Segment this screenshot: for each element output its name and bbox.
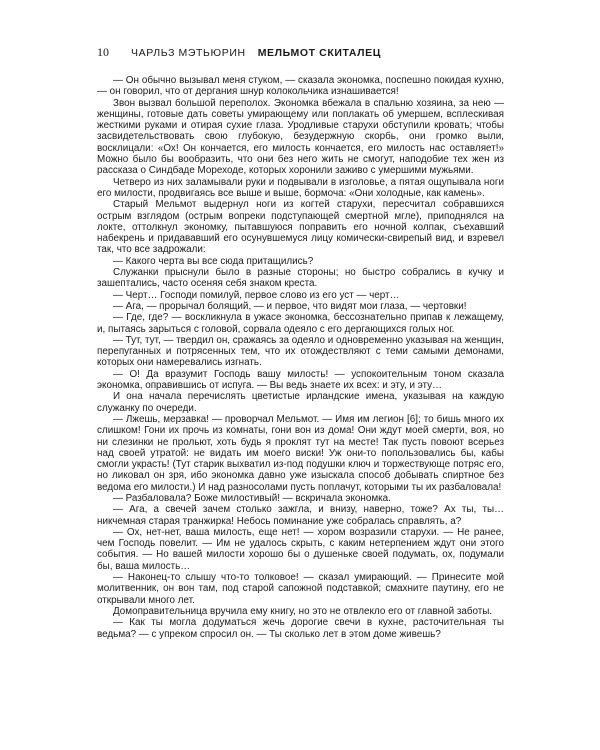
paragraph: — Какого черта вы все сюда притащились?: [113, 255, 314, 267]
paragraph: — Как ты могла додуматься жечь дорогие свечи в кухне, расточительная ты ведьма? — с упреком спросил он. — Ты сколько лет в этом доме живешь?: [97, 617, 504, 640]
paragraph: Старый Мельмот выдернул ноги из когтей старухи, пересчитал собравшихся острым взглядом (острым вопреки подступающей смертной мгле), приподнялся на локте, оттолкнул экономку, пытавшуюся поправить его ночной колпак, съехавший набекрень и придававший его осунувшемуся лицу комически-свирепый вид, и взревел так, что все задрожали:: [97, 199, 504, 256]
page-number: 10: [97, 45, 109, 59]
paragraph: — Лжешь, мерзавка! — проворчал Мельмот. — Имя им легион [6]; то бишь много их слишком! Гони их прочь из комнаты, гони вон из дома! Они ждут моей смерти, воя, но ни слезинки не прольют, хоть будь я проклят тут на месте! Так пусть повоют всерьез над своей утратой: не видать им моего виски! Уж они-то попользовались бы, кабы смогли украсть! (Тут старик выхватил из-под подушки ключ и торжествующе потряс его, но ликовал он зря, ибо экономка давно уже изыскала способ добывать спиртное без ведома его милости.) И над разносолами пусть поплачут, которыми ты их разбаловала!: [97, 413, 504, 493]
body-text: [97, 75, 504, 640]
paragraph: — О! Да вразумит Господь вашу милость! — успокоительным тоном сказала экономка, оправившись от испуга. — Вы ведь знаете их всех: и эту, и эту…: [97, 368, 504, 392]
book-title: МЕЛЬМОТ СКИТАЛЕЦ: [257, 47, 381, 59]
paragraph: И она начала перечислять цветистые ирландские имена, указывая на каждую служанку по очереди.: [97, 391, 504, 414]
paragraph: — Тут, тут, — твердил он, сражаясь за одеяло и одновременно указывая на женщин, перепуганных и потрясенных тем, что их отождествляют с теми самыми демонами, которых они намеревались изгнать.: [97, 334, 504, 369]
paragraph: Служанки прыснули было в разные стороны; но быстро собрались в кучку и зашептались, часто осеняя себя знаком креста.: [97, 267, 504, 290]
running-head: [97, 45, 517, 59]
paragraph: — Черт… Господи помилуй, первое слово из его уст — черт…: [113, 289, 400, 301]
paragraph: Четверо из них заламывали руки и подвывали в изголовье, а пятая ощупывала ноги его милости, продвигаясь все выше и выше, бормоча: «Они холодные, как камень».: [97, 176, 504, 199]
paragraph: — Наконец-то слышу что-то толковое! — сказал умирающий. — Принесите мой молитвенник, он вон там, под старой сапожной подставкой; смахните паутину, его не открывали много лет.: [97, 572, 504, 606]
paragraph: — Где, где? — воскликнула в ужасе экономка, бессознательно припав к лежащему, и, пытаясь зарыться с головой, сорвала одеяло с его дергающихся голых ног.: [97, 312, 504, 335]
paragraph: — Ага, а свечей зачем столько зажгла, и внизу, наверно, тоже? Ах ты, ты… никчемная старая транжирка! Небось поминание уже собралась справлять, а?: [97, 504, 504, 527]
paragraph: — Ага, — прорычал болящий, — и первое, что видят мои глаза, — чертовки!: [113, 300, 467, 312]
paragraph: — Он обычно вызывал меня стуком, — сказала экономка, поспешно покидая кухню, — он говорил, что от дергания шнур колокольчика изнашивается!: [97, 75, 504, 98]
author-name: ЧАРЛЬЗ МЭТЬЮРИН: [131, 47, 246, 59]
paragraph: — Разбаловала? Боже милостивый! — вскричала экономка.: [113, 492, 391, 504]
paragraph: — Ох, нет-нет, ваша милость, еще нет! — хором возразили старухи. — Не ранее, чем Господь повелит. — Им не удалось скрыть, с каким нетерпением ждут они этого события. — Но вашей милости хорошо бы о душеньке своей подумать, ох, подумали бы, ваша милость…: [97, 526, 504, 572]
paragraph: Звон вызвал большой переполох. Экономка вбежала в спальню хозяина, за нею — женщины, готовые дать советы умирающему или поплакать об умершем, всплескивая жесткими руками и отирая сухие глаза. Уродливые старухи обступили кровать; чтобы засвидетельствовать свою глубокую, безудержную скорбь, они громко выли, восклицали: «Ох! Он кончается, его милость кончается, его милость нас оставляет!» Можно было бы вообразить, что они без него жить не смогут, наподобие тех жен из рассказа о Синдбаде Мореходе, которых хоронили заживо с умершими мужьями.: [97, 97, 504, 177]
paragraph: Домоправительница вручила ему книгу, но это не отвлекло его от главной заботы.: [113, 605, 493, 617]
